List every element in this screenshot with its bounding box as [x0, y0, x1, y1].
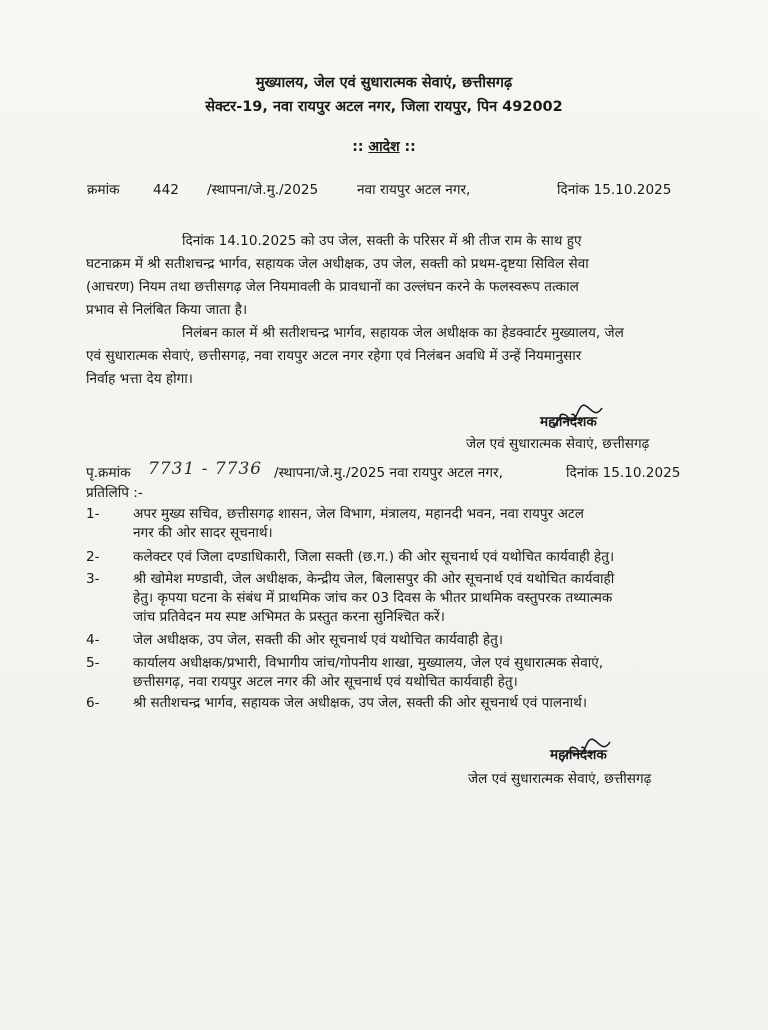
order-date: दिनांक 15.10.2025	[557, 182, 672, 198]
signatory-title-2: महानिदेशक	[550, 747, 607, 763]
paragraph-line: दिनांक 14.10.2025 को उप जेल, सक्ती के परिसर में श्री तीज राम के साथ हुए	[182, 233, 582, 249]
order-place: नवा रायपुर अटल नगर,	[357, 182, 471, 198]
order-number: 442	[153, 182, 179, 198]
handwritten-endorsement-number: 7731 - 7736	[148, 459, 263, 479]
order-title-prefix: ::	[352, 139, 369, 155]
copy-item-line: जांच प्रतिवेदन मय स्पष्ट अभिमत के प्रस्तुत करना सुनिश्चित करें।	[133, 609, 445, 625]
copy-to-heading: प्रतिलिपि :-	[86, 485, 143, 501]
paragraph-line: एवं सुधारात्मक सेवाएं, छत्तीसगढ़, नवा रायपुर अटल नगर रहेगा एवं निलंबन अवधि में उन्हें नियमानुसार	[86, 348, 582, 364]
copy-item-line: नगर की ओर सादर सूचनार्थ।	[133, 525, 273, 541]
copy-item-line: कार्यालय अधीक्षक/प्रभारी, विभागीय जांच/गोपनीय शाखा, मुख्यालय, जेल एवं सुधारात्मक सेवाएं,	[133, 655, 604, 671]
copy-item-number: 4-	[86, 632, 100, 648]
endorsement-date: दिनांक 15.10.2025	[566, 465, 681, 481]
signatory-org-1: जेल एवं सुधारात्मक सेवाएं, छत्तीसगढ़	[466, 436, 650, 452]
order-title-suffix: ::	[399, 139, 416, 155]
office-address: सेक्टर-19, नवा रायपुर अटल नगर, जिला रायपुर, पिन 492002	[205, 99, 563, 115]
signatory-org-2: जेल एवं सुधारात्मक सेवाएं, छत्तीसगढ़	[468, 771, 652, 787]
order-paragraph-2	[86, 322, 692, 391]
order-title	[0, 138, 768, 156]
copy-item-line: श्री खोमेश मण्डावी, जेल अधीक्षक, केन्द्रीय जेल, बिलासपुर की ओर सूचनार्थ एवं यथोचित कार्यवाही	[133, 571, 615, 587]
copy-item-line: हेतु। कृपया घटना के संबंध में प्राथमिक जांच कर 03 दिवस के भीतर प्राथमिक वस्तुपरक तथ्यात्मक	[133, 590, 613, 606]
signatory-title-1: महानिदेशक	[540, 414, 597, 430]
copy-item-line: जेल अधीक्षक, उप जेल, सक्ती की ओर सूचनार्थ एवं यथोचित कार्यवाही हेतु।	[133, 632, 503, 648]
copy-item-number: 3-	[86, 571, 100, 587]
copy-item-number: 6-	[86, 695, 100, 711]
copy-item-line: श्री सतीशचन्द्र भार्गव, सहायक जेल अधीक्षक, उप जेल, सक्ती की ओर सूचनार्थ एवं पालनार्थ।	[133, 695, 587, 711]
order-paragraph-1	[86, 230, 692, 322]
paragraph-line: घटनाक्रम में श्री सतीशचन्द्र भार्गव, सहायक जेल अधीक्षक, उप जेल, सक्ती को प्रथम-दृष्टया सिविल सेवा	[86, 256, 589, 272]
copy-item-number: 1-	[86, 506, 100, 522]
copy-item-number: 5-	[86, 655, 100, 671]
paragraph-line: निलंबन काल में श्री सतीशचन्द्र भार्गव, सहायक जेल अधीक्षक का हेडक्वार्टर मुख्यालय, जेल	[182, 325, 624, 341]
copy-item-number: 2-	[86, 549, 100, 565]
endorsement-dept-place: /स्थापना/जे.मु./2025 नवा रायपुर अटल नगर,	[274, 465, 503, 481]
paragraph-line: प्रभाव से निलंबित किया जाता है।	[86, 302, 248, 318]
paragraph-line: निर्वाह भत्ता देय होगा।	[86, 371, 193, 387]
copy-item-line: छत्तीसगढ़, नवा रायपुर अटल नगर की ओर सूचनार्थ एवं यथोचित कार्यवाही हेतु।	[133, 674, 518, 690]
order-dept-code: /स्थापना/जे.मु./2025	[207, 182, 319, 198]
endorsement-label: पृ.क्रमांक	[86, 465, 131, 481]
office-header-line1: मुख्यालय, जेल एवं सुधारात्मक सेवाएं, छत्तीसगढ़	[255, 75, 513, 91]
copy-item-line: कलेक्टर एवं जिला दण्डाधिकारी, जिला सक्ती (छ.ग.) की ओर सूचनार्थ एवं यथोचित कार्यवाही हेतु।	[133, 549, 615, 565]
copy-item-line: अपर मुख्य सचिव, छत्तीसगढ़ शासन, जेल विभाग, मंत्रालय, महानदी भवन, नवा रायपुर अटल	[133, 506, 584, 522]
order-number-label: क्रमांक	[87, 182, 120, 198]
paragraph-line: (आचरण) नियम तथा छत्तीसगढ़ जेल नियमावली के प्रावधानों का उल्लंघन करने के फलस्वरूप तत्काल	[86, 279, 579, 295]
order-title-word: आदेश	[368, 139, 400, 155]
